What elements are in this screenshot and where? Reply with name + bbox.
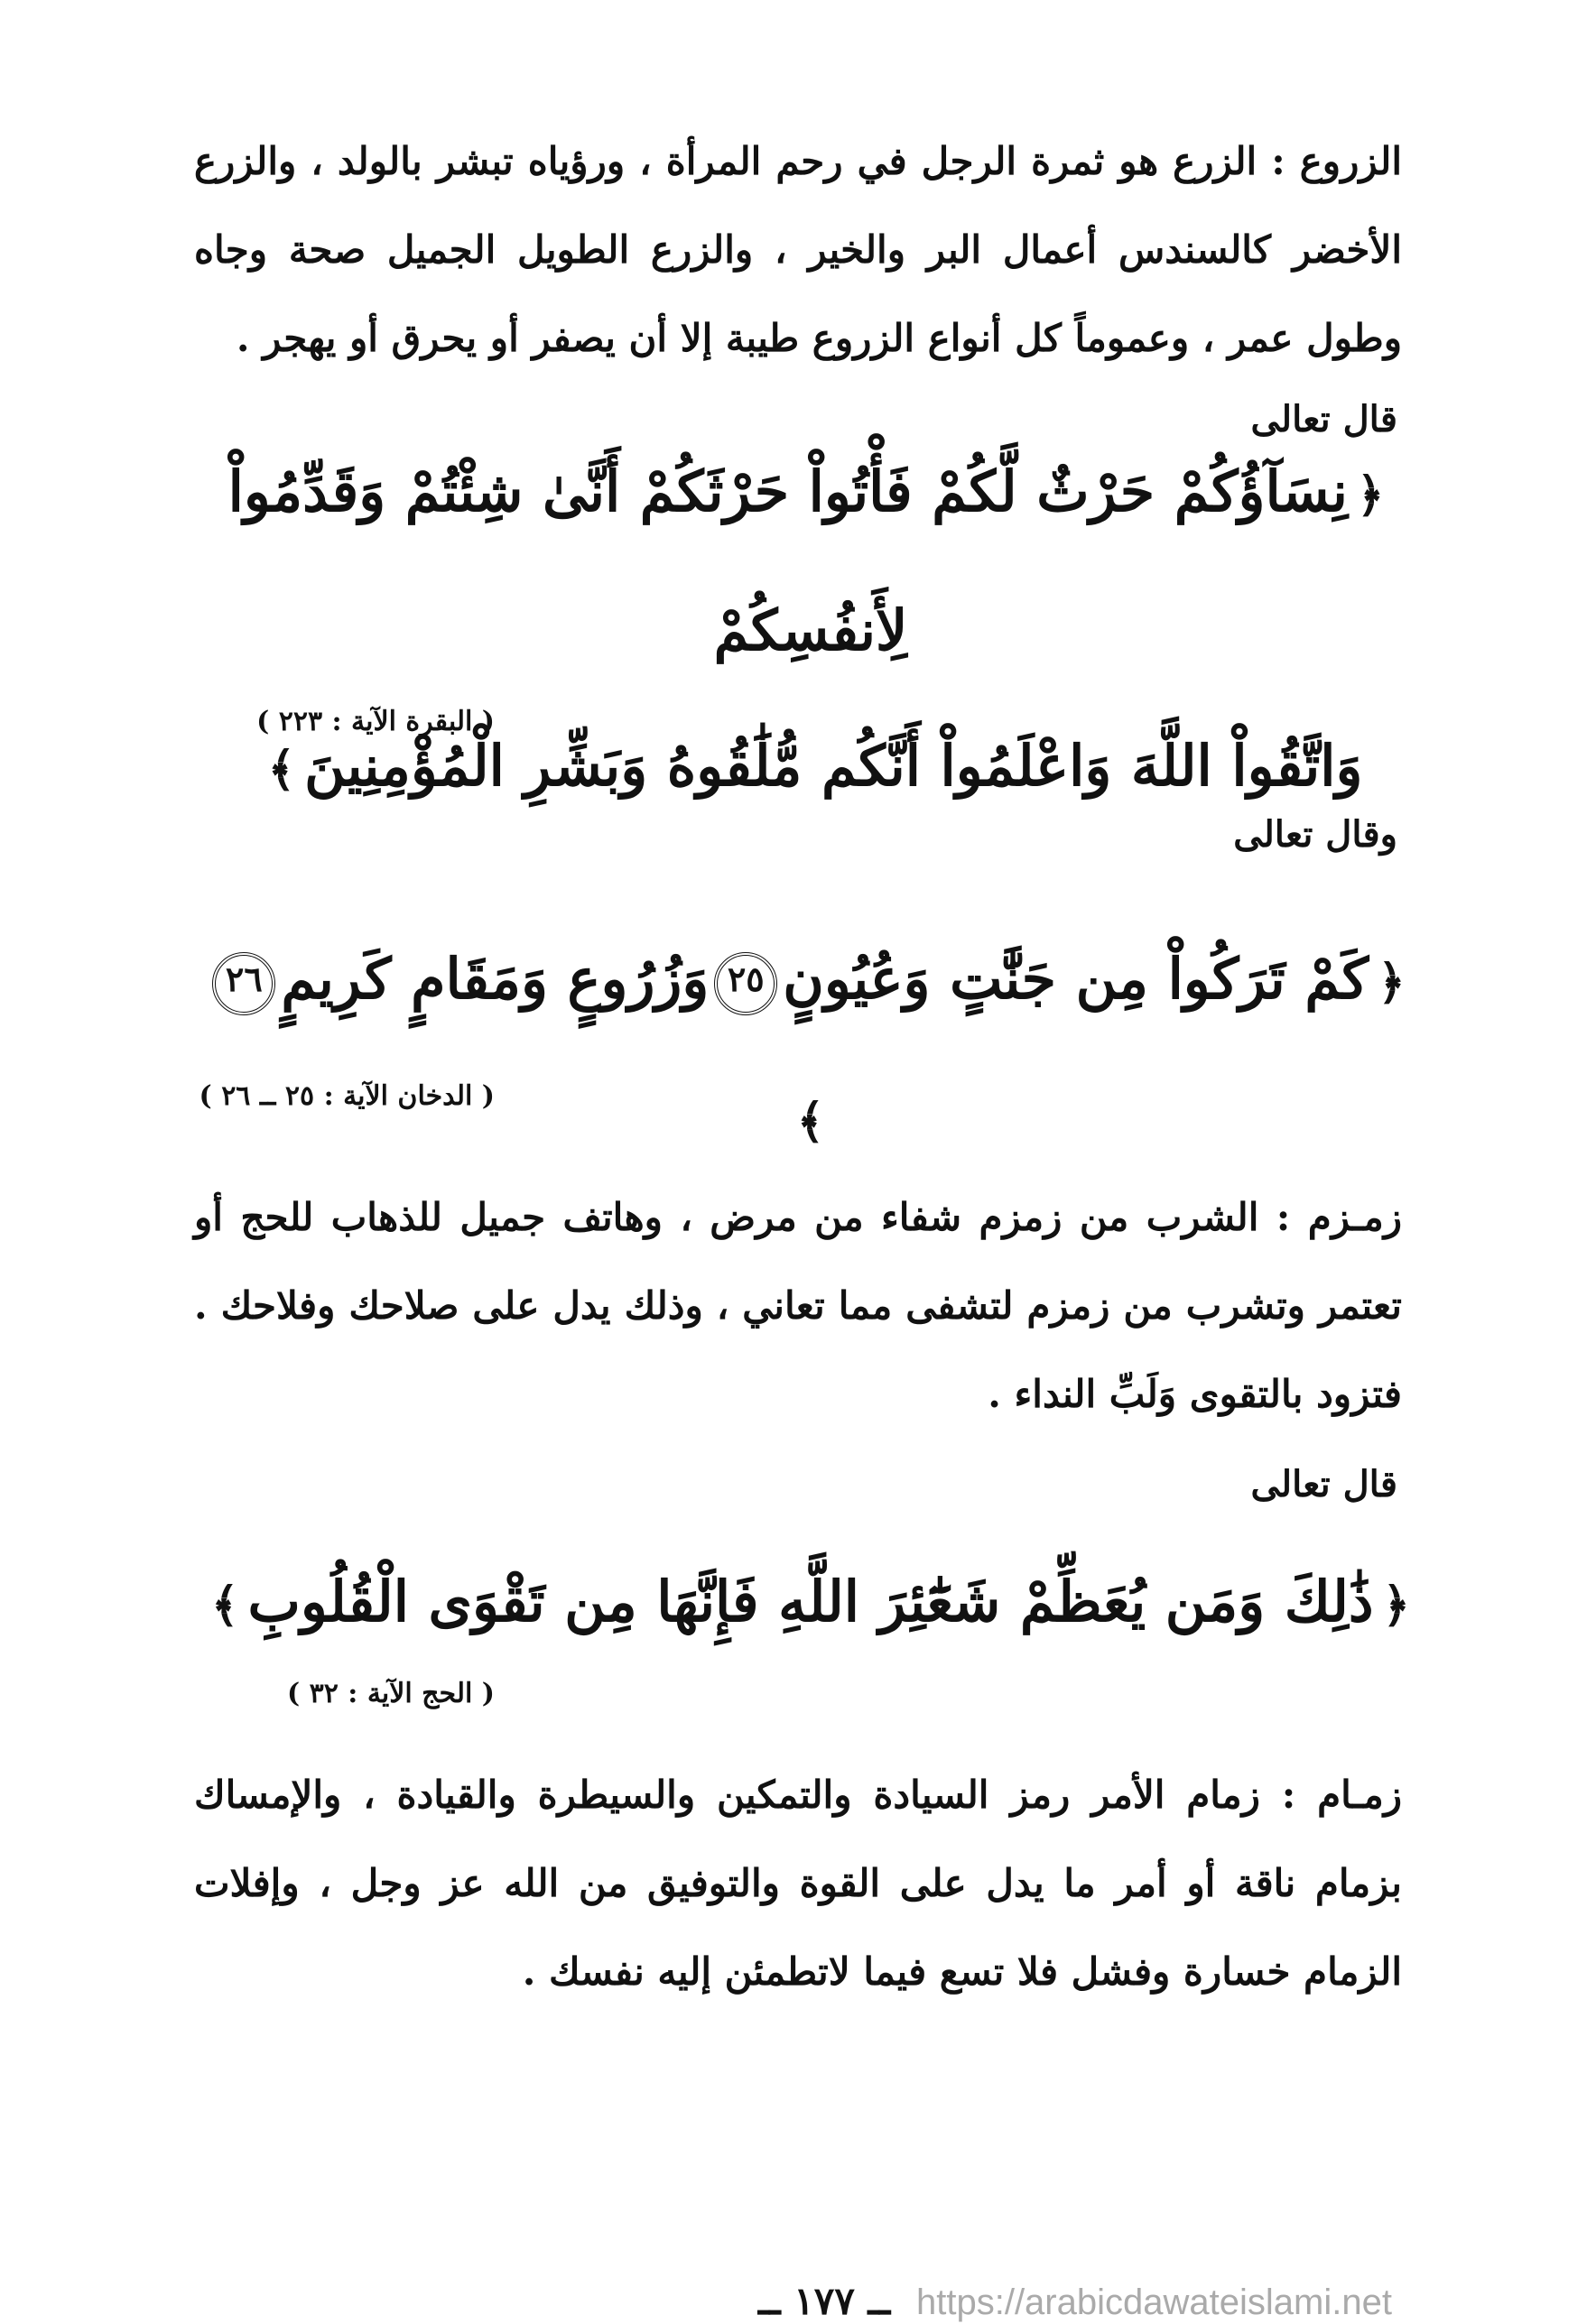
ayah-dukhan-text-2: وَزُرُوعٍ وَمَقَامٍ كَرِيمٍ	[281, 946, 710, 1012]
ornate-bracket-close-icon: ﴾	[211, 1578, 239, 1633]
ayah-baqarah	[192, 424, 1429, 838]
ornate-bracket-close-icon: ﴾	[267, 742, 296, 797]
page-number: ــ ١٧٧ ــ	[758, 2279, 891, 2323]
ayah-hajj	[192, 1534, 1429, 1673]
ayah-baqarah-line-1	[192, 424, 1429, 699]
quote-intro-1: قال تعالى	[1250, 398, 1397, 440]
ornate-bracket-open-icon: ﴿	[1382, 1578, 1410, 1633]
ayah-reference-dukhan: ( الدخان الآية : ٢٥ ــ ٢٦ )	[199, 1080, 495, 1112]
ayah-baqarah-text-1: نِسَآؤُكُمْ حَرْثٌ لَّكُمْ فَأْتُواْ حَرْثَكُمْ أَنَّىٰ شِئْتُمْ وَقَدِّمُواْ لِأَنفُسِكُمْ	[227, 458, 1348, 663]
ayah-baqarah-text-2: وَاتَّقُواْ اللَّهَ وَاعْلَمُواْ أَنَّكُم مُّلَٰقُوهُ وَبَشِّرِ الْمُؤْمِنِينَ	[304, 733, 1363, 799]
paragraph-zuru-text: : الزرع هو ثمرة الرجل في رحم المرأة ، ورؤياه تبشر بالولد ، والزرع الأخضر كالسندس أعمال البر والخير ، والزرع الطويل الجميل صحة وجاه وطول عمر ، وعموماً كل أنواع الزروع طيبة إلا أن يصفر أو يحرق أو يهجر .	[194, 139, 1402, 360]
quote-intro-3: قال تعالى	[1250, 1463, 1397, 1505]
ayah-hajj-text: ذَٰلِكَ وَمَن يُعَظِّمْ شَعَٰٓئِرَ اللَّهِ فَإِنَّهَا مِن تَقْوَى الْقُلُوبِ	[247, 1569, 1374, 1634]
ayah-dukhan	[192, 912, 1429, 1190]
paragraph-zuru	[194, 117, 1402, 383]
paragraph-zamzam-text: : الشرب من زمزم شفاء من مرض ، وهاتف جميل للذهاب للحج أو تعتمر وتشرب من زمزم لتشفى مما تعاني ، وذلك يدل على صلاحك وفلاحك . فتزود بالتقوى وَلَبِّ النداء .	[194, 1195, 1402, 1416]
ornate-bracket-open-icon: ﴿	[1378, 955, 1406, 1010]
ornate-bracket-open-icon: ﴿	[1356, 468, 1385, 523]
ayah-number-marker: ٢٦	[212, 952, 275, 1015]
paragraph-zimam-text: : زمام الأمر رمز السيادة والتمكين والسيطرة والقيادة ، والإمساك بزمام ناقة أو أمر ما يدل على القوة والتوفيق من الله عز وجل ، وإفلات الزمام خسارة وفشل فلا تسع فيما لاتطمئن إليه نفسك .	[194, 1773, 1402, 1994]
term-zuru: الزروع	[1299, 139, 1402, 183]
paragraph-zamzam	[194, 1173, 1402, 1439]
ayah-number-marker: ٢٥	[714, 952, 777, 1015]
ornate-bracket-close-icon: ﴾	[796, 1094, 825, 1149]
quote-intro-2: وقال تعالى	[1233, 813, 1397, 856]
term-zamzam: زمـزم	[1307, 1195, 1402, 1239]
ayah-reference-baqarah: ( البقرة الآية : ٢٢٣ )	[256, 706, 495, 737]
paragraph-zimam	[194, 1751, 1402, 2016]
watermark-url: https://arabicdawateislami.net	[916, 2282, 1392, 2322]
ayah-dukhan-text-1: كَمْ تَرَكُواْ مِن جَنَّٰتٍ وَعُيُونٍ	[783, 946, 1369, 1012]
term-zimam: زمـام	[1317, 1773, 1402, 1817]
ayah-reference-hajj: ( الحج الآية : ٣٢ )	[286, 1678, 495, 1709]
